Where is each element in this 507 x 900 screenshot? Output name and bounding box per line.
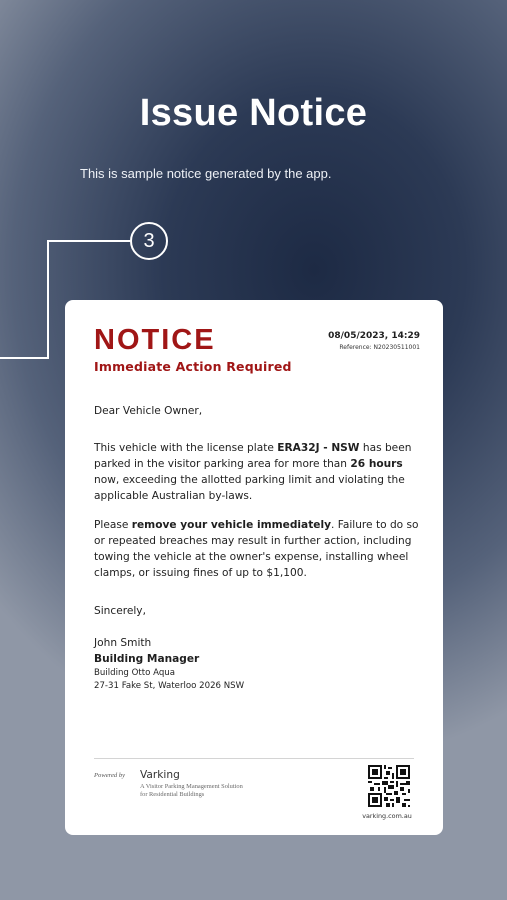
paragraph-1-text-a: This vehicle with the license plate [94, 442, 278, 454]
parking-duration: 26 hours [350, 458, 403, 470]
removal-instruction: remove your vehicle immediately [131, 519, 331, 531]
notice-subtitle: Immediate Action Required [94, 359, 292, 374]
footer-divider [94, 758, 414, 759]
notice-reference: Reference: N20230511001 [339, 344, 420, 351]
paragraph-2-text-a: Please [94, 519, 132, 531]
signer-address: 27-31 Fake St, Waterloo 2026 NSW [94, 681, 245, 691]
brand-tagline-line-2: for Residential Buildings [140, 791, 205, 798]
notice-paragraph-1 [94, 440, 424, 504]
brand-tagline-line-1: A Visitor Parking Management Solution [140, 783, 243, 790]
paragraph-1-text-b: has been parked in the visitor parking area for more than [94, 442, 412, 470]
notice-paragraph-2 [94, 517, 424, 581]
signer-name: John Smith [94, 637, 152, 649]
notice-signoff: Sincerely, [94, 605, 146, 617]
notice-datetime: 08/05/2023, 14:29 [328, 331, 420, 341]
brand-name: Varking [140, 769, 180, 781]
brand-tagline [140, 783, 243, 799]
step-number-badge: 3 [130, 222, 168, 260]
notice-card [65, 300, 443, 835]
signer-role: Building Manager [94, 653, 200, 665]
notice-greeting: Dear Vehicle Owner, [94, 405, 203, 417]
paragraph-2-text-b: . Failure to do so or repeated breaches may result in further action, including towing the vehicle at the owner's expense, installing wheel clamps, or issuing fines of up to $1,100. [94, 519, 419, 579]
qr-code-icon [368, 765, 410, 807]
notice-title: NOTICE [94, 324, 216, 356]
paragraph-1-text-c: now, exceeding the allotted parking limit and violating the applicable Australian by-laws. [94, 474, 405, 502]
powered-by-label: Powered by [94, 772, 126, 779]
page-subtitle: This is sample notice generated by the app. [80, 166, 332, 181]
license-plate: ERA32J - NSW [277, 442, 360, 454]
page-title: Issue Notice [139, 92, 368, 134]
signer-building: Building Otto Aqua [94, 668, 175, 678]
website-link[interactable]: varking.com.au [362, 812, 412, 820]
